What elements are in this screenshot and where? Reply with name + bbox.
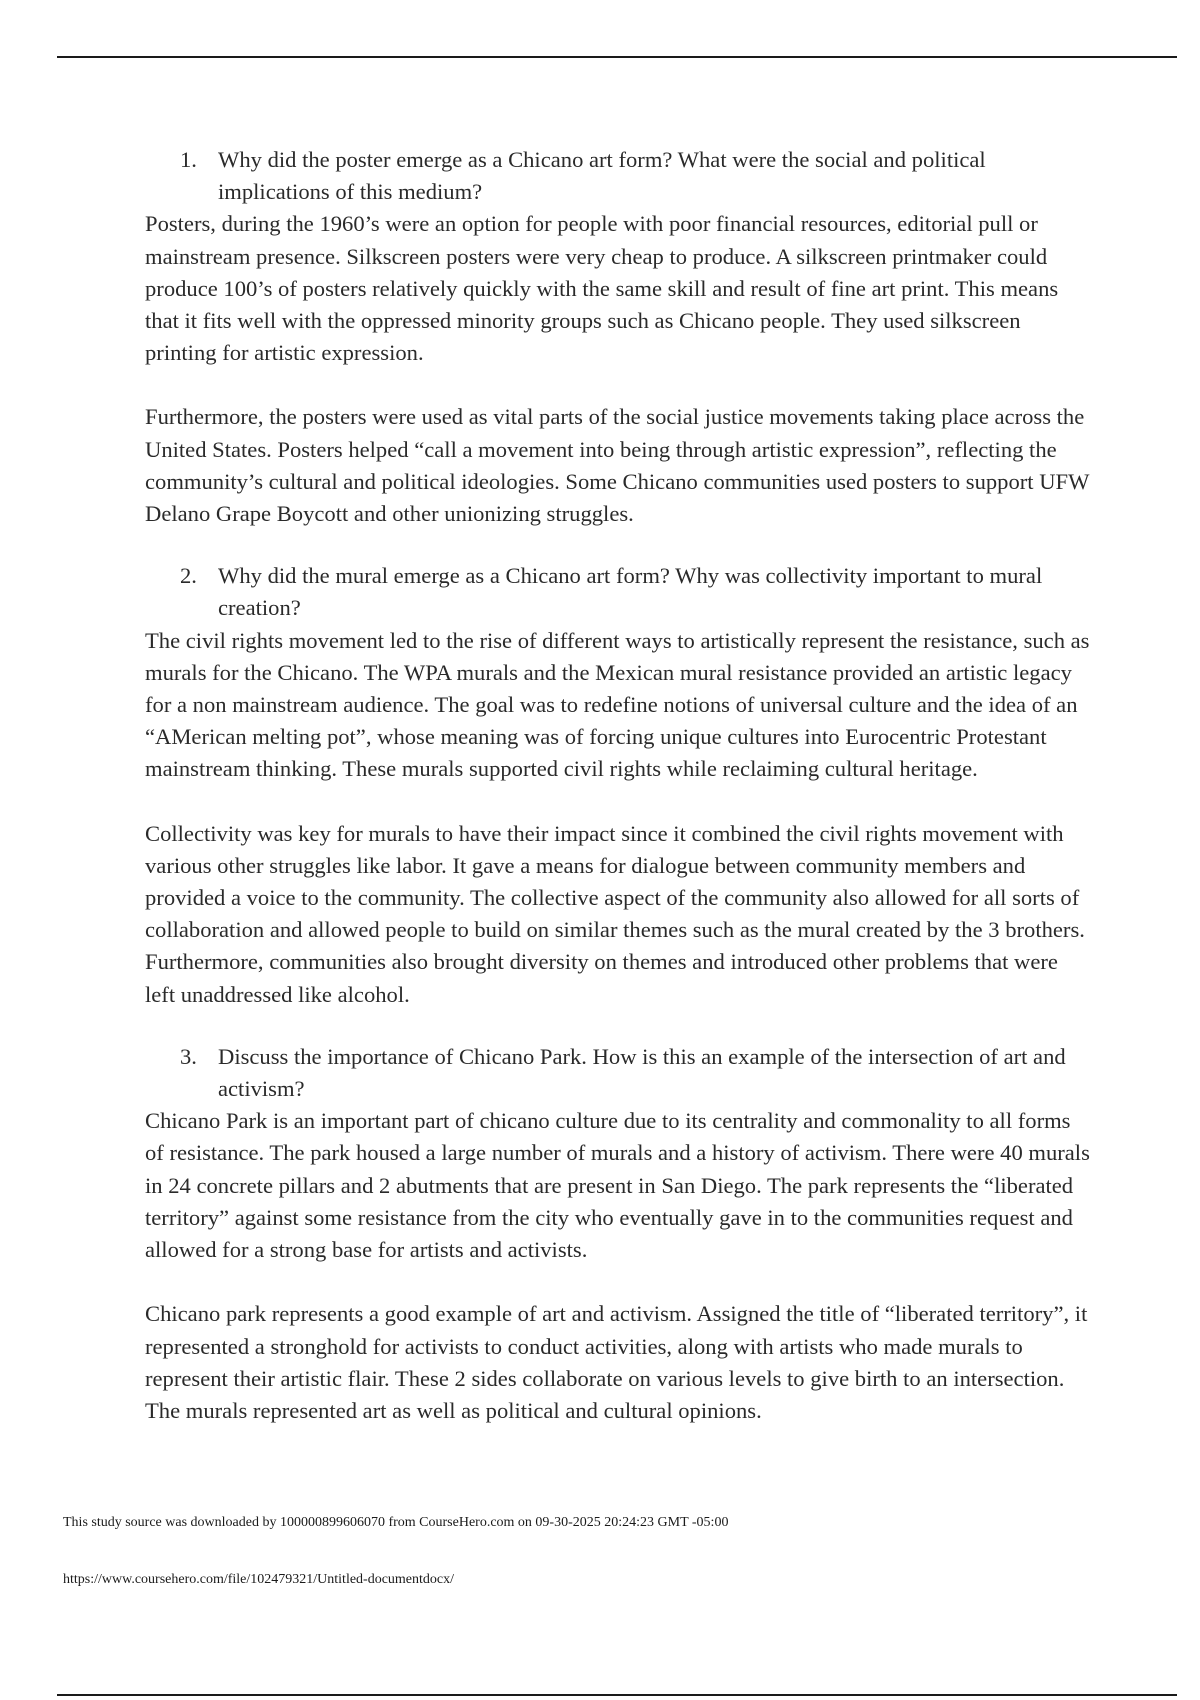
question-1-text: Why did the poster emerge as a Chicano art form? What were the social and political implications of this medium? (218, 147, 986, 205)
answer-1-paragraph-2: Furthermore, the posters were used as vital parts of the social justice movements taking place across the United States. Posters helped “call a movement into being through artistic expression”, reflecting the community’s cultural and political ideologies. Some Chicano communities used posters to support UFW Delano Grape Boycott and other unionizing struggles. (145, 404, 1090, 527)
question-2 (145, 560, 1090, 624)
answer-2-paragraph-1: The civil rights movement led to the rise of different ways to artistically represent the resistance, such as murals for the Chicano. The WPA murals and the Mexican mural resistance provided an artistic legacy for a non mainstream audience. The goal was to redefine notions of universal culture and the idea of an “AMerican melting pot”, whose meaning was of forcing unique cultures into Eurocentric Protestant mainstream thinking. These murals supported civil rights while reclaiming cultural heritage. (145, 627, 1090, 782)
question-3 (145, 1041, 1090, 1105)
question-1-number: 1. (180, 147, 197, 172)
question-2-text: Why did the mural emerge as a Chicano art form? Why was collectivity important to mural creation? (218, 563, 1043, 621)
question-2-number: 2. (180, 563, 197, 589)
question-3-number: 3. (180, 1043, 197, 1069)
top-divider (57, 56, 1177, 58)
answer-3-paragraph-2: Chicano park represents a good example of art and activism. Assigned the title of “liberated territory”, it represented a stronghold for activists to conduct activities, along with artists who made murals to represent their artistic flair. These 2 sides collaborate on various levels to give birth to an intersection. The murals represented art as well as political and cultural opinions. (145, 1301, 1088, 1423)
bottom-divider (57, 1694, 1177, 1696)
document-body (145, 144, 1090, 1427)
answer-1-paragraph-1: Posters, during the 1960’s were an option for people with poor financial resources, editorial pull or mainstream presence. Silkscreen posters were very cheap to produce. A silkscreen printmaker could produce 100’s of posters relatively quickly with the same skill and result of fine art print. This means that it fits well with the oppressed minority groups such as Chicano people. They used silkscreen printing for artistic expression. (145, 211, 1059, 366)
question-3-text: Discuss the importance of Chicano Park. How is this an example of the intersection of art and activism? (218, 1043, 1066, 1102)
answer-2-paragraph-2: Collectivity was key for murals to have their impact since it combined the civil rights movement with various other struggles like labor. It gave a means for dialogue between community members and provided a voice to the community. The collective aspect of the community also allowed for all sorts of collaboration and allowed people to build on similar themes such as the mural created by the 3 brothers. Furthermore, communities also brought diversity on themes and introduced other problems that were left unaddressed like alcohol. (145, 820, 1085, 1007)
source-url[interactable]: https://www.coursehero.com/file/102479321/Untitled-documentdocx/ (63, 1572, 455, 1587)
question-1 (145, 144, 1090, 208)
download-source-notice: This study source was downloaded by 100000899606070 from CourseHero.com on 09-30-2025 20:24:23 GMT -05:00 (63, 1515, 729, 1530)
answer-3-paragraph-1: Chicano Park is an important part of chicano culture due to its centrality and commonality to all forms of resistance. The park housed a large number of murals and a history of activism. There were 40 murals in 24 concrete pillars and 2 abutments that are present in San Diego. The park represents the “liberated territory” against some resistance from the city who eventually gave in to the communities request and allowed for a strong base for artists and activists. (145, 1108, 1090, 1263)
